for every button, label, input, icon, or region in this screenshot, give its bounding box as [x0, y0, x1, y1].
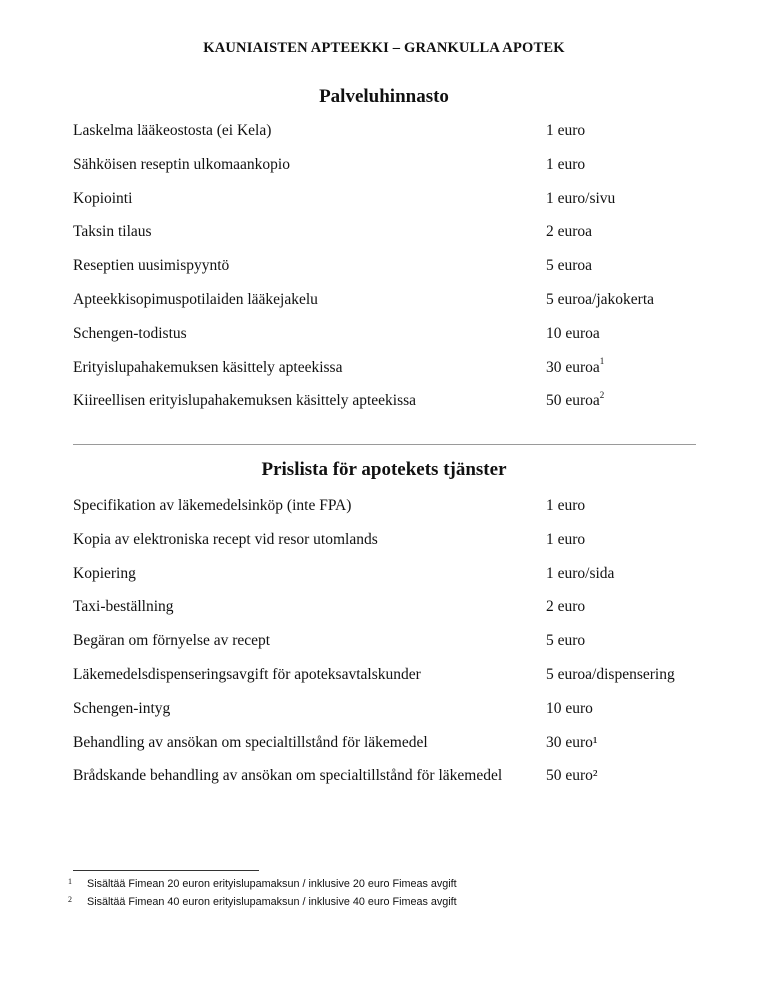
price-row: [73, 596, 713, 630]
price-row: [73, 289, 713, 323]
price-row: [73, 154, 713, 188]
service-price: 5 euroa: [546, 257, 593, 275]
service-price: 5 euroa/jakokerta: [546, 290, 655, 308]
price-row: [73, 120, 713, 154]
service-label: Apteekkisopimuspotilaiden lääkejakelu: [73, 290, 318, 308]
service-label: Taxi-beställning: [73, 598, 174, 616]
footnote-number: 1: [68, 877, 72, 886]
price-row: [73, 630, 713, 664]
service-label: Kopiering: [73, 564, 136, 582]
footnote: [68, 894, 688, 912]
price-row: [73, 563, 713, 597]
price-row: [73, 529, 713, 563]
service-label: Kiireellisen erityislupahakemuksen käsittely apteekissa: [73, 392, 417, 410]
service-price: 1 euro: [546, 497, 586, 514]
service-price: 5 euroa/dispensering: [546, 665, 675, 683]
footnote-text: Sisältää Fimean 40 euron erityislupamaksun / inklusive 40 euro Fimeas avgift: [87, 895, 457, 908]
service-price: 50 euro²: [546, 767, 598, 785]
swedish-price-list: [73, 495, 713, 821]
service-price: 1 euro/sida: [546, 564, 615, 582]
finnish-price-list-heading: Palveluhinnasto: [319, 86, 449, 107]
service-label: Schengen-todistus: [73, 324, 187, 342]
footnote-text: Sisältää Fimean 20 euron erityislupamaksun / inklusive 20 euro Fimeas avgift: [87, 878, 457, 890]
service-label: Läkemedelsdispenseringsavgift för apoteksavtalskunder: [73, 665, 421, 683]
service-price: 5 euro: [546, 632, 586, 650]
service-price: 1 euro: [546, 155, 586, 173]
footnote-separator: [73, 870, 259, 871]
service-label: Specifikation av läkemedelsinköp (inte FPA): [73, 497, 352, 514]
footnote-reference: 2: [599, 390, 605, 401]
finnish-price-list: [73, 120, 713, 424]
service-price: 10 euroa: [546, 324, 600, 342]
section-divider: [73, 444, 696, 445]
service-price: 1 euro: [546, 122, 586, 139]
service-label: Schengen-intyg: [73, 699, 171, 717]
service-price: 10 euro: [546, 699, 593, 717]
footnote: [68, 876, 688, 894]
service-price: 50 euroa$^2$: [546, 390, 605, 410]
price-row: [73, 495, 713, 529]
footnotes: [68, 876, 688, 911]
price-row: [73, 664, 713, 698]
service-price: 30 euroa$^1$: [546, 356, 605, 376]
service-label: Sähköisen reseptin ulkomaankopio: [73, 155, 290, 173]
price-row: [73, 221, 713, 255]
service-label: Reseptien uusimispyyntö: [73, 257, 230, 275]
service-label: Kopiointi: [73, 189, 133, 207]
price-row: [73, 390, 713, 424]
price-row: [73, 255, 713, 289]
price-row: [73, 765, 713, 821]
price-row: [73, 732, 713, 766]
service-label: Behandling av ansökan om specialtillstånd för läkemedel: [73, 733, 428, 751]
service-label: Brådskande behandling av ansökan om specialtillstånd för läkemedel: [73, 767, 503, 785]
service-label: Begäran om förnyelse av recept: [73, 632, 271, 650]
service-label: Erityislupahakemuksen käsittely apteekissa: [73, 358, 343, 376]
service-price: 1 euro: [546, 530, 586, 548]
footnote-number: 2: [68, 894, 72, 904]
document-title: KAUNIAISTEN APTEEKKI – GRANKULLA APOTEK: [203, 40, 565, 56]
price-row: [73, 357, 713, 391]
service-label: Laskelma lääkeostosta (ei Kela): [73, 122, 272, 139]
service-label: Kopia av elektroniska recept vid resor utomlands: [73, 530, 378, 548]
price-row: [73, 698, 713, 732]
swedish-price-list-heading: Prislista för apotekets tjänster: [261, 459, 507, 480]
service-price: 2 euro: [546, 598, 586, 616]
price-row: [73, 188, 713, 222]
service-label: Taksin tilaus: [73, 223, 152, 241]
service-price: 1 euro/sivu: [546, 189, 616, 207]
price-row: [73, 323, 713, 357]
service-price: 30 euro¹: [546, 733, 598, 751]
footnote-reference: 1: [599, 356, 605, 367]
service-price: 2 euroa: [546, 223, 593, 241]
